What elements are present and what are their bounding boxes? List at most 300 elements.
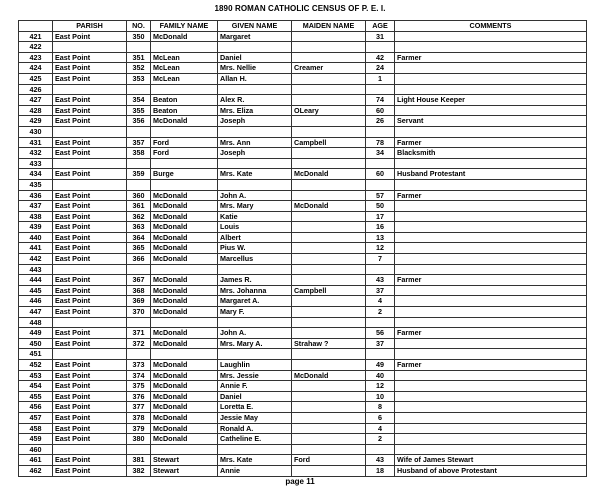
cell-maiden-name <box>292 116 366 127</box>
cell-family-name: McDonald <box>151 116 218 127</box>
header-age: AGE <box>366 21 395 32</box>
table-row <box>19 391 587 402</box>
cell-maiden-name <box>292 349 366 360</box>
cell-comments <box>395 412 587 423</box>
cell-age <box>366 179 395 190</box>
cell-record-number: 372 <box>127 338 151 349</box>
cell-maiden-name <box>292 190 366 201</box>
cell-maiden-name: Strahaw ? <box>292 338 366 349</box>
cell-family-name <box>151 179 218 190</box>
cell-parish: East Point <box>53 275 127 286</box>
table-row <box>19 360 587 371</box>
cell-record-number: 366 <box>127 254 151 265</box>
cell-maiden-name <box>292 307 366 318</box>
table-row <box>19 116 587 127</box>
cell-comments <box>395 73 587 84</box>
cell-row-number: 438 <box>19 211 53 222</box>
cell-age: 26 <box>366 116 395 127</box>
cell-given-name <box>218 84 292 95</box>
cell-row-number: 454 <box>19 381 53 392</box>
cell-given-name <box>218 317 292 328</box>
cell-comments <box>395 264 587 275</box>
cell-given-name <box>218 126 292 137</box>
cell-family-name: McDonald <box>151 412 218 423</box>
cell-age: 43 <box>366 455 395 466</box>
cell-maiden-name: McDonald <box>292 201 366 212</box>
cell-parish: East Point <box>53 370 127 381</box>
cell-row-number: 462 <box>19 465 53 476</box>
cell-family-name: McDonald <box>151 254 218 265</box>
cell-parish: East Point <box>53 73 127 84</box>
cell-comments <box>395 84 587 95</box>
cell-age: 7 <box>366 254 395 265</box>
cell-row-number: 459 <box>19 434 53 445</box>
cell-given-name: Mrs. Kate <box>218 455 292 466</box>
cell-given-name: Margaret <box>218 31 292 42</box>
cell-parish <box>53 158 127 169</box>
cell-comments <box>395 307 587 318</box>
cell-given-name: James R. <box>218 275 292 286</box>
cell-maiden-name: Creamer <box>292 63 366 74</box>
cell-age: 37 <box>366 338 395 349</box>
cell-family-name: McDonald <box>151 243 218 254</box>
cell-age <box>366 84 395 95</box>
cell-parish: East Point <box>53 423 127 434</box>
cell-given-name: Daniel <box>218 391 292 402</box>
cell-maiden-name <box>292 381 366 392</box>
cell-comments <box>395 63 587 74</box>
cell-row-number: 425 <box>19 73 53 84</box>
cell-maiden-name <box>292 73 366 84</box>
cell-maiden-name <box>292 158 366 169</box>
cell-given-name: Laughlin <box>218 360 292 371</box>
cell-maiden-name <box>292 423 366 434</box>
cell-row-number: 431 <box>19 137 53 148</box>
cell-record-number: 371 <box>127 328 151 339</box>
cell-parish <box>53 317 127 328</box>
cell-record-number: 379 <box>127 423 151 434</box>
cell-family-name: McLean <box>151 63 218 74</box>
cell-comments: Light House Keeper <box>395 95 587 106</box>
cell-maiden-name <box>292 84 366 95</box>
table-row <box>19 444 587 455</box>
cell-given-name: Katie <box>218 211 292 222</box>
cell-age: 78 <box>366 137 395 148</box>
header-given-name: GIVEN NAME <box>218 21 292 32</box>
cell-age <box>366 349 395 360</box>
table-row <box>19 31 587 42</box>
cell-family-name: Ford <box>151 137 218 148</box>
table-row <box>19 232 587 243</box>
cell-comments: Farmer <box>395 52 587 63</box>
cell-record-number: 373 <box>127 360 151 371</box>
cell-record-number: 355 <box>127 105 151 116</box>
cell-row-number: 423 <box>19 52 53 63</box>
census-body <box>19 31 587 476</box>
table-row <box>19 201 587 212</box>
cell-comments <box>395 126 587 137</box>
cell-family-name: Stewart <box>151 455 218 466</box>
cell-comments <box>395 338 587 349</box>
cell-family-name: McLean <box>151 52 218 63</box>
cell-age: 12 <box>366 243 395 254</box>
cell-comments <box>395 179 587 190</box>
cell-age: 34 <box>366 148 395 159</box>
cell-comments <box>395 370 587 381</box>
cell-row-number: 441 <box>19 243 53 254</box>
cell-parish: East Point <box>53 455 127 466</box>
cell-row-number: 456 <box>19 402 53 413</box>
cell-record-number <box>127 42 151 53</box>
cell-given-name <box>218 264 292 275</box>
cell-age: 43 <box>366 275 395 286</box>
cell-parish <box>53 444 127 455</box>
cell-row-number: 457 <box>19 412 53 423</box>
cell-record-number: 377 <box>127 402 151 413</box>
cell-comments <box>395 42 587 53</box>
cell-comments <box>395 232 587 243</box>
cell-age: 31 <box>366 31 395 42</box>
cell-parish: East Point <box>53 190 127 201</box>
cell-record-number <box>127 126 151 137</box>
cell-parish: East Point <box>53 254 127 265</box>
cell-parish: East Point <box>53 201 127 212</box>
cell-family-name: McDonald <box>151 360 218 371</box>
header-no: NO. <box>127 21 151 32</box>
cell-family-name: McDonald <box>151 232 218 243</box>
cell-age <box>366 444 395 455</box>
cell-parish <box>53 264 127 275</box>
cell-row-number: 452 <box>19 360 53 371</box>
cell-age: 60 <box>366 105 395 116</box>
cell-parish: East Point <box>53 307 127 318</box>
cell-family-name: McDonald <box>151 338 218 349</box>
cell-row-number: 429 <box>19 116 53 127</box>
cell-maiden-name <box>292 222 366 233</box>
cell-given-name: Mrs. Mary A. <box>218 338 292 349</box>
cell-row-number: 446 <box>19 296 53 307</box>
cell-maiden-name <box>292 328 366 339</box>
cell-row-number: 460 <box>19 444 53 455</box>
cell-parish: East Point <box>53 63 127 74</box>
table-row <box>19 73 587 84</box>
cell-row-number: 449 <box>19 328 53 339</box>
cell-maiden-name <box>292 254 366 265</box>
cell-comments <box>395 222 587 233</box>
table-row <box>19 105 587 116</box>
cell-age <box>366 126 395 137</box>
cell-age: 6 <box>366 412 395 423</box>
page-number: page 11 <box>285 477 315 486</box>
cell-family-name: McDonald <box>151 307 218 318</box>
cell-comments <box>395 31 587 42</box>
cell-row-number: 439 <box>19 222 53 233</box>
cell-row-number: 444 <box>19 275 53 286</box>
cell-record-number: 378 <box>127 412 151 423</box>
cell-parish <box>53 179 127 190</box>
cell-comments <box>395 105 587 116</box>
cell-age: 18 <box>366 465 395 476</box>
table-row <box>19 349 587 360</box>
cell-age: 1 <box>366 73 395 84</box>
cell-parish: East Point <box>53 105 127 116</box>
page-title: 1890 ROMAN CATHOLIC CENSUS OF P. E. I. <box>214 4 386 13</box>
cell-family-name <box>151 317 218 328</box>
table-row <box>19 328 587 339</box>
table-row <box>19 402 587 413</box>
cell-given-name: Joseph <box>218 148 292 159</box>
cell-parish: East Point <box>53 434 127 445</box>
cell-parish: East Point <box>53 243 127 254</box>
cell-age: 50 <box>366 201 395 212</box>
cell-comments <box>395 402 587 413</box>
cell-row-number: 443 <box>19 264 53 275</box>
cell-row-number: 434 <box>19 169 53 180</box>
cell-maiden-name <box>292 412 366 423</box>
cell-parish: East Point <box>53 296 127 307</box>
cell-parish: East Point <box>53 232 127 243</box>
cell-record-number: 376 <box>127 391 151 402</box>
table-row <box>19 455 587 466</box>
cell-given-name: Ronald A. <box>218 423 292 434</box>
cell-age <box>366 317 395 328</box>
cell-comments <box>395 349 587 360</box>
table-row <box>19 465 587 476</box>
cell-row-number: 461 <box>19 455 53 466</box>
cell-parish <box>53 126 127 137</box>
cell-given-name: Annie <box>218 465 292 476</box>
cell-row-number: 455 <box>19 391 53 402</box>
cell-given-name: Daniel <box>218 52 292 63</box>
cell-age: 74 <box>366 95 395 106</box>
table-row <box>19 169 587 180</box>
cell-maiden-name <box>292 264 366 275</box>
cell-family-name <box>151 444 218 455</box>
table-row <box>19 296 587 307</box>
cell-given-name <box>218 42 292 53</box>
cell-record-number: 361 <box>127 201 151 212</box>
cell-family-name: McDonald <box>151 285 218 296</box>
table-row <box>19 412 587 423</box>
header-maiden-name: MAIDEN NAME <box>292 21 366 32</box>
cell-comments <box>395 381 587 392</box>
cell-record-number: 375 <box>127 381 151 392</box>
cell-family-name: Burge <box>151 169 218 180</box>
cell-comments: Farmer <box>395 360 587 371</box>
cell-maiden-name: Campbell <box>292 137 366 148</box>
cell-maiden-name <box>292 275 366 286</box>
cell-parish: East Point <box>53 465 127 476</box>
cell-maiden-name: Campbell <box>292 285 366 296</box>
cell-family-name <box>151 158 218 169</box>
cell-family-name: Beaton <box>151 95 218 106</box>
table-row <box>19 254 587 265</box>
cell-given-name: Mrs. Nellie <box>218 63 292 74</box>
cell-row-number: 448 <box>19 317 53 328</box>
cell-given-name: Mrs. Jessie <box>218 370 292 381</box>
cell-row-number: 427 <box>19 95 53 106</box>
header-family-name: FAMILY NAME <box>151 21 218 32</box>
cell-family-name: McDonald <box>151 370 218 381</box>
table-row <box>19 84 587 95</box>
table-row <box>19 243 587 254</box>
cell-age: 16 <box>366 222 395 233</box>
cell-row-number: 436 <box>19 190 53 201</box>
cell-family-name: McDonald <box>151 211 218 222</box>
cell-parish: East Point <box>53 412 127 423</box>
cell-maiden-name <box>292 391 366 402</box>
table-row <box>19 423 587 434</box>
table-row <box>19 95 587 106</box>
cell-maiden-name <box>292 52 366 63</box>
cell-family-name: McDonald <box>151 328 218 339</box>
cell-family-name <box>151 349 218 360</box>
cell-given-name: Mrs. Ann <box>218 137 292 148</box>
cell-record-number: 358 <box>127 148 151 159</box>
table-row <box>19 179 587 190</box>
cell-parish: East Point <box>53 169 127 180</box>
table-row <box>19 338 587 349</box>
cell-comments <box>395 434 587 445</box>
cell-comments: Blacksmith <box>395 148 587 159</box>
table-row <box>19 264 587 275</box>
cell-parish: East Point <box>53 402 127 413</box>
table-row <box>19 148 587 159</box>
cell-given-name: Mrs. Eliza <box>218 105 292 116</box>
table-row <box>19 211 587 222</box>
cell-given-name: Annie F. <box>218 381 292 392</box>
cell-maiden-name <box>292 465 366 476</box>
cell-given-name: Catheline E. <box>218 434 292 445</box>
cell-row-number: 440 <box>19 232 53 243</box>
cell-family-name: Stewart <box>151 465 218 476</box>
cell-given-name <box>218 349 292 360</box>
cell-maiden-name <box>292 402 366 413</box>
cell-family-name: McDonald <box>151 434 218 445</box>
cell-record-number: 354 <box>127 95 151 106</box>
cell-age: 8 <box>366 402 395 413</box>
cell-maiden-name <box>292 317 366 328</box>
cell-maiden-name <box>292 126 366 137</box>
table-row <box>19 52 587 63</box>
table-row <box>19 158 587 169</box>
table-row <box>19 370 587 381</box>
cell-comments <box>395 296 587 307</box>
cell-record-number: 352 <box>127 63 151 74</box>
table-row <box>19 317 587 328</box>
cell-family-name: McDonald <box>151 296 218 307</box>
table-row <box>19 275 587 286</box>
table-row <box>19 126 587 137</box>
cell-row-number: 451 <box>19 349 53 360</box>
cell-comments <box>395 444 587 455</box>
cell-given-name: Jessie May <box>218 412 292 423</box>
cell-comments: Farmer <box>395 328 587 339</box>
cell-row-number: 447 <box>19 307 53 318</box>
cell-maiden-name <box>292 95 366 106</box>
cell-row-number: 450 <box>19 338 53 349</box>
cell-parish <box>53 349 127 360</box>
cell-record-number: 382 <box>127 465 151 476</box>
cell-row-number: 422 <box>19 42 53 53</box>
cell-record-number <box>127 349 151 360</box>
cell-record-number: 369 <box>127 296 151 307</box>
cell-given-name: Marcellus <box>218 254 292 265</box>
cell-record-number: 357 <box>127 137 151 148</box>
cell-given-name: Mrs. Kate <box>218 169 292 180</box>
cell-record-number: 360 <box>127 190 151 201</box>
cell-record-number <box>127 444 151 455</box>
cell-comments <box>395 317 587 328</box>
cell-record-number <box>127 179 151 190</box>
cell-age: 49 <box>366 360 395 371</box>
cell-given-name: Loretta E. <box>218 402 292 413</box>
cell-family-name <box>151 126 218 137</box>
cell-age: 4 <box>366 423 395 434</box>
cell-given-name: Albert <box>218 232 292 243</box>
cell-row-number: 428 <box>19 105 53 116</box>
cell-family-name <box>151 84 218 95</box>
cell-family-name: McDonald <box>151 31 218 42</box>
table-row <box>19 42 587 53</box>
header-parish: PARISH <box>53 21 127 32</box>
cell-parish <box>53 42 127 53</box>
cell-maiden-name: OLeary <box>292 105 366 116</box>
cell-comments: Wife of James Stewart <box>395 455 587 466</box>
cell-parish: East Point <box>53 148 127 159</box>
cell-record-number: 368 <box>127 285 151 296</box>
cell-given-name: John A. <box>218 190 292 201</box>
cell-parish: East Point <box>53 31 127 42</box>
cell-age <box>366 158 395 169</box>
header-comments: COMMENTS <box>395 21 587 32</box>
table-row <box>19 63 587 74</box>
cell-given-name: Alex R. <box>218 95 292 106</box>
cell-record-number: 356 <box>127 116 151 127</box>
cell-comments <box>395 243 587 254</box>
cell-maiden-name <box>292 31 366 42</box>
cell-given-name: Margaret A. <box>218 296 292 307</box>
cell-family-name: McDonald <box>151 391 218 402</box>
cell-parish: East Point <box>53 222 127 233</box>
cell-family-name: McDonald <box>151 190 218 201</box>
cell-age: 2 <box>366 434 395 445</box>
cell-row-number: 424 <box>19 63 53 74</box>
cell-given-name: Mrs. Johanna <box>218 285 292 296</box>
cell-row-number: 426 <box>19 84 53 95</box>
cell-record-number: 381 <box>127 455 151 466</box>
cell-record-number <box>127 84 151 95</box>
cell-comments <box>395 423 587 434</box>
cell-family-name: Ford <box>151 148 218 159</box>
cell-record-number: 364 <box>127 232 151 243</box>
cell-parish <box>53 84 127 95</box>
cell-row-number: 442 <box>19 254 53 265</box>
cell-maiden-name <box>292 296 366 307</box>
cell-comments: Farmer <box>395 137 587 148</box>
cell-comments: Husband of above Protestant <box>395 465 587 476</box>
cell-age: 13 <box>366 232 395 243</box>
cell-maiden-name <box>292 232 366 243</box>
cell-record-number: 374 <box>127 370 151 381</box>
census-table <box>18 20 587 477</box>
cell-age: 10 <box>366 391 395 402</box>
cell-row-number: 433 <box>19 158 53 169</box>
cell-family-name: McDonald <box>151 402 218 413</box>
cell-row-number: 458 <box>19 423 53 434</box>
cell-row-number: 435 <box>19 179 53 190</box>
cell-parish: East Point <box>53 285 127 296</box>
